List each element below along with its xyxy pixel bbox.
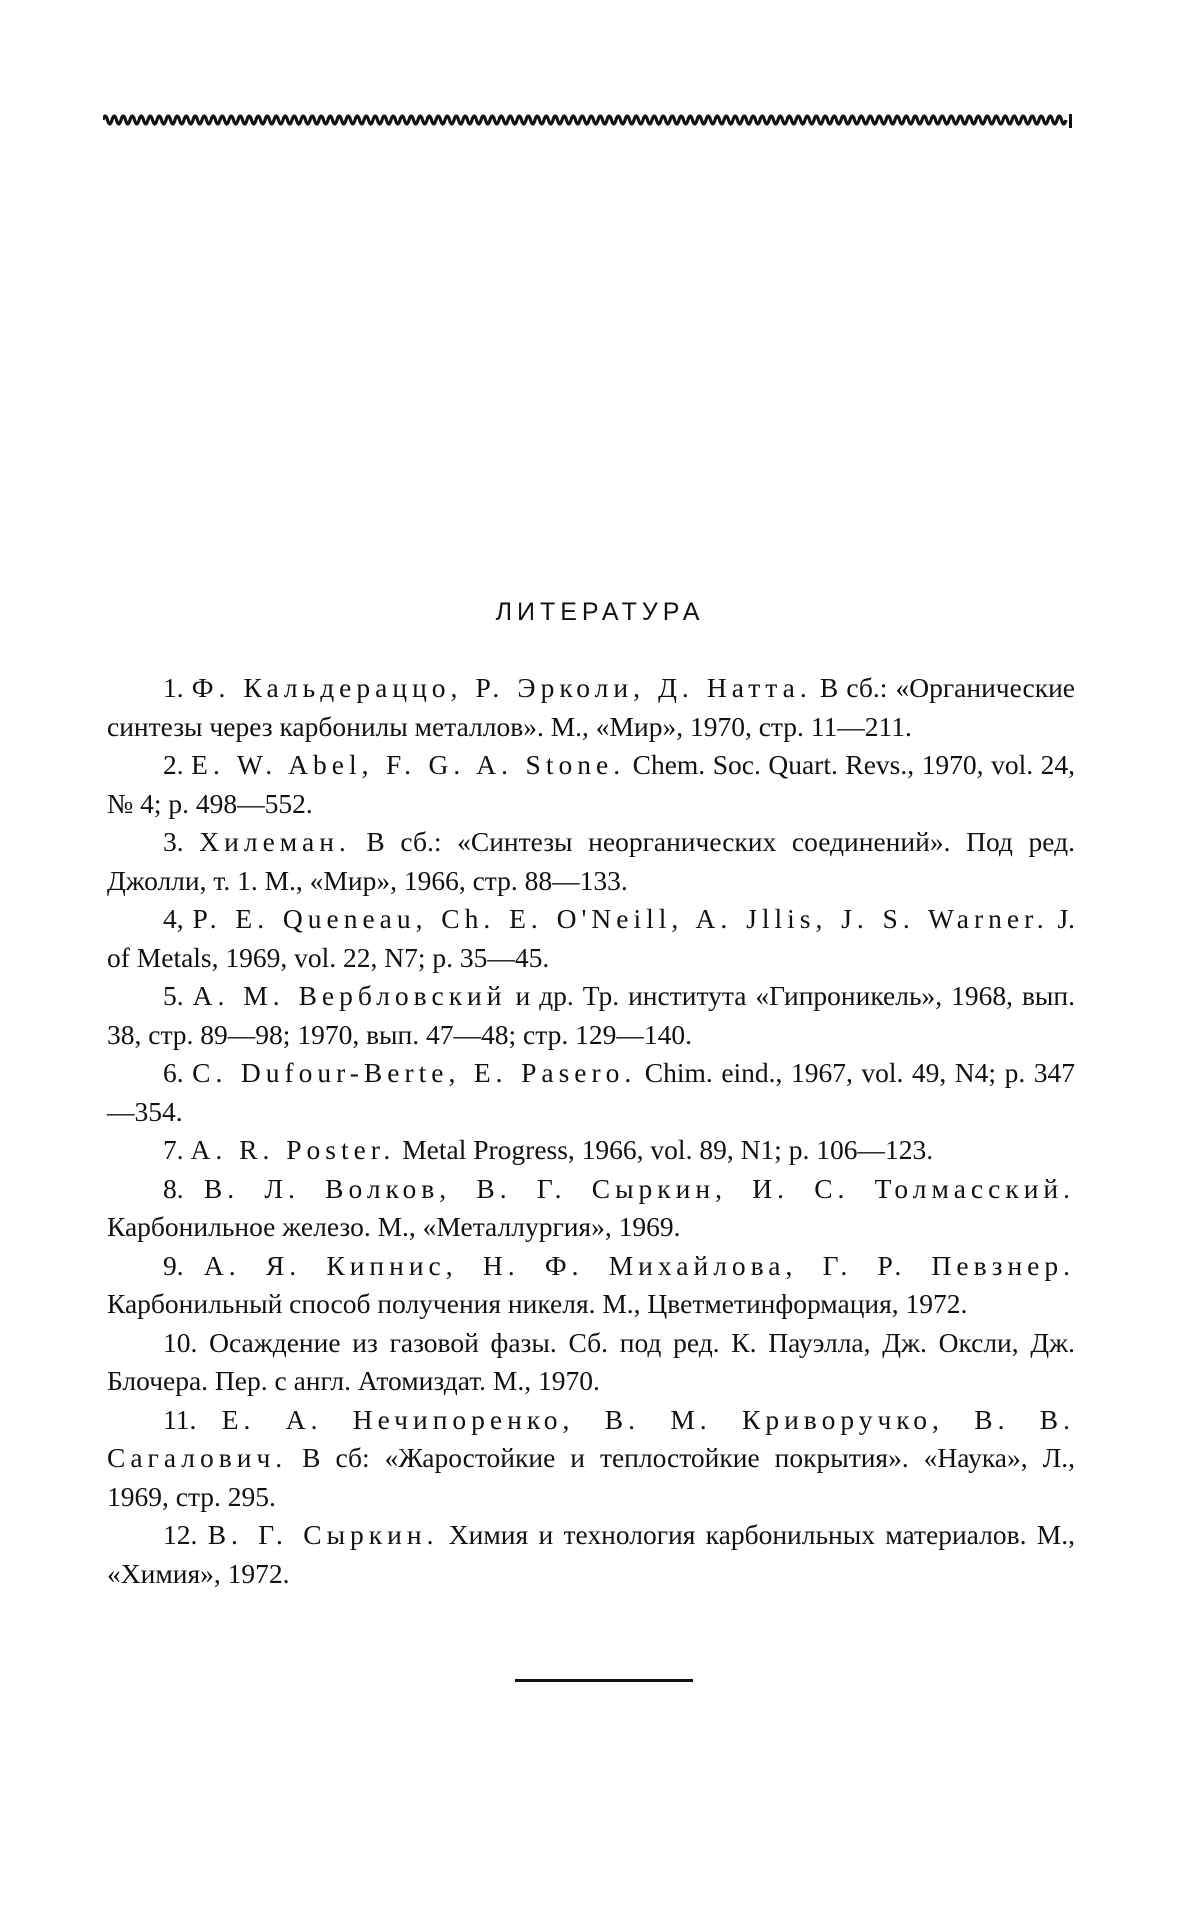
ref-details: Карбонильный способ получения никеля. М., Цветметинформация, 1972. [107, 1288, 968, 1319]
list-item [107, 1170, 1075, 1247]
ref-number: 2. [163, 749, 184, 780]
page-title: ЛИТЕРАТУРА [495, 598, 705, 626]
list-item [107, 900, 1075, 977]
ref-authors: А. Я. Кипнис, Н. Ф. Михайлова, Г. Р. Певзнер. [203, 1249, 1076, 1281]
ref-number: 12. [163, 1519, 198, 1550]
list-item [107, 1247, 1075, 1324]
reference-list [107, 669, 1075, 1593]
list-item [107, 746, 1075, 823]
wavy-ornament [103, 106, 1075, 130]
ref-details: J. of Metals, 1969, vol. 22, N7; p. 35—45. [107, 903, 1076, 973]
ref-number: 11. [163, 1403, 197, 1435]
ref-number: 9. [163, 1249, 184, 1281]
ref-number: 3. [163, 826, 184, 857]
ref-details: В сб: «Жаростойкие и теплостойкие покрытия». «Наука», Л., 1969, стр. 295. [107, 1442, 1075, 1512]
ref-authors: A. R. Poster. [190, 1134, 396, 1165]
ref-details: В сб.: «Синтезы неорганических соединений». Под ред. Джолли, т. 1. М., «Мир», 1966, стр. 88—133. [107, 826, 1075, 896]
list-item [107, 1516, 1075, 1593]
ref-details: и др. Тр. института «Гипроникель», 1968, вып. 38, стр. 89—98; 1970, вып. 47—48; стр. 129—140. [107, 980, 1075, 1050]
ref-details: Chem. Soc. Quart. Revs., 1970, vol. 24, № 4; p. 498—552. [107, 749, 1075, 819]
ref-authors: E. W. Abel, F. G. A. Stone. [191, 749, 626, 780]
end-rule [515, 1679, 693, 1682]
ref-number: 4, [163, 903, 184, 934]
list-item [107, 1131, 1075, 1170]
list-item [107, 669, 1075, 746]
list-item [107, 1054, 1075, 1131]
ref-number: 10. [163, 1326, 198, 1358]
list-item [107, 977, 1075, 1054]
ref-number: 5. [163, 980, 184, 1011]
ref-details: Карбонильное железо. М., «Металлургия», 1969. [107, 1211, 681, 1242]
ref-number: 6. [163, 1057, 184, 1088]
list-item [107, 1401, 1075, 1517]
ref-details: Chim. eind., 1967, vol. 49, N4; p. 347—354. [107, 1057, 1075, 1127]
ref-authors: В. Г. Сыркин. [207, 1519, 439, 1550]
ref-details: В сб.: «Органические синтезы через карбонилы металлов». М., «Мир», 1970, стр. 11—211. [107, 672, 1075, 742]
ref-authors: P. E. Queneau, Ch. E. O'Neill, A. Jllis, J. S. Warner. [192, 903, 1049, 934]
ref-authors: Хилеман. [199, 826, 351, 857]
ref-authors: C. Dufour-Berte, E. Pasero. [192, 1057, 637, 1088]
ref-number: 8. [163, 1172, 184, 1204]
list-item [107, 1324, 1075, 1401]
ref-details: Осаждение из газовой фазы. Сб. под ред. К. Пауэлла, Дж. Оксли, Дж. Блочера. Пер. с англ. Атомиздат. М., 1970. [107, 1326, 1076, 1396]
ref-authors: А. М. Вербловский [192, 980, 507, 1011]
ref-authors: В. Л. Волков, В. Г. Сыркин, И. С. Толмасский. [203, 1172, 1075, 1204]
ref-authors: Ф. Кальдераццо, Р. Эрколи, Д. Натта. [191, 672, 812, 703]
ref-details: Химия и технология карбонильных материалов. М., «Химия», 1972. [107, 1519, 1075, 1589]
ref-authors: Е. А. Нечипоренко, В. М. Криворучко, В. В. Сагалович. [107, 1403, 1075, 1473]
ref-number: 1. [163, 672, 184, 703]
list-item [107, 823, 1075, 900]
ref-number: 7. [163, 1134, 184, 1165]
ref-details: Metal Progress, 1966, vol. 89, N1; p. 106—123. [395, 1134, 934, 1165]
